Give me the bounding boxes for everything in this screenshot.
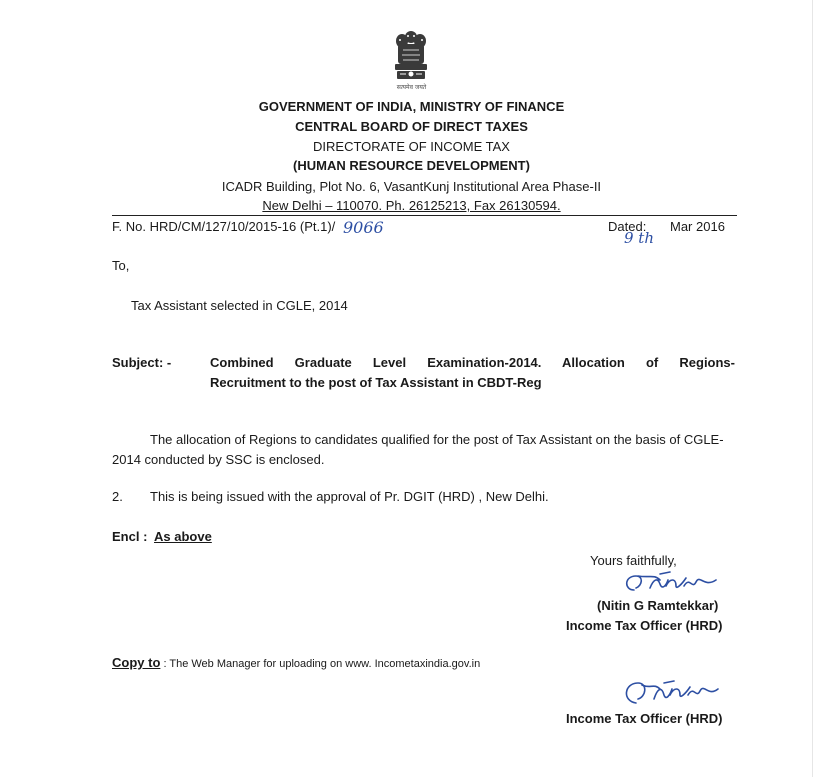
- dated-label: Dated:: [608, 219, 647, 234]
- subject-line1: Combined Graduate Level Examination-2014. Allocation of Regions-: [210, 355, 735, 370]
- emblem-motto: सत्यमेव जयते: [396, 84, 427, 91]
- file-number-handwritten: 9066: [343, 218, 384, 237]
- dated-value: Mar 2016: [670, 219, 725, 234]
- page-edge: [812, 0, 813, 777]
- header-address-line2: New Delhi – 110070. Ph. 26125213, Fax 26130594.: [262, 198, 561, 213]
- national-emblem-icon: [391, 28, 431, 84]
- signatory-designation: Income Tax Officer (HRD): [566, 618, 723, 633]
- body-paragraph-2: This is being issued with the approval of Pr. DGIT (HRD) , New Delhi.: [150, 489, 549, 504]
- signatory-name: (Nitin G Ramtekkar): [597, 598, 719, 613]
- signature-1: [620, 568, 720, 598]
- date-handwritten: 9 th: [624, 229, 654, 247]
- body-paragraph-1: The allocation of Regions to candidates qualified for the post of Tax Assistant on the basis of CGLE-2014 conducted by SSC is enclosed.: [112, 432, 724, 467]
- copy-to-line: [112, 655, 480, 672]
- header-board: CENTRAL BOARD OF DIRECT TAXES: [295, 119, 528, 134]
- file-number: F. No. HRD/CM/127/10/2015-16 (Pt.1)/: [112, 219, 336, 234]
- copy-to-label: Copy to: [112, 655, 161, 670]
- header-divider: [112, 215, 737, 216]
- header-ministry: GOVERNMENT OF INDIA, MINISTRY OF FINANCE: [258, 99, 565, 114]
- header-directorate: DIRECTORATE OF INCOME TAX: [313, 139, 510, 154]
- addressee-recipient: Tax Assistant selected in CGLE, 2014: [131, 298, 348, 313]
- copy-designation: Income Tax Officer (HRD): [566, 711, 723, 726]
- body-paragraph-2-number: 2.: [112, 489, 123, 504]
- signature-2: [620, 675, 720, 709]
- subject-line2: Recruitment to the post of Tax Assistant in CBDT-Reg: [210, 375, 542, 390]
- enclosure-value: As above: [154, 529, 212, 544]
- addressee-to: To,: [112, 258, 130, 273]
- header-address-line1: ICADR Building, Plot No. 6, VasantKunj Institutional Area Phase-II: [221, 179, 602, 194]
- closing: Yours faithfully,: [590, 553, 677, 568]
- header-division: (HUMAN RESOURCE DEVELOPMENT): [293, 158, 530, 173]
- copy-to-text: : The Web Manager for uploading on www. Incometaxindia.gov.in: [160, 658, 481, 670]
- subject-label: Subject: -: [112, 355, 172, 370]
- enclosure-label: Encl :: [112, 529, 148, 544]
